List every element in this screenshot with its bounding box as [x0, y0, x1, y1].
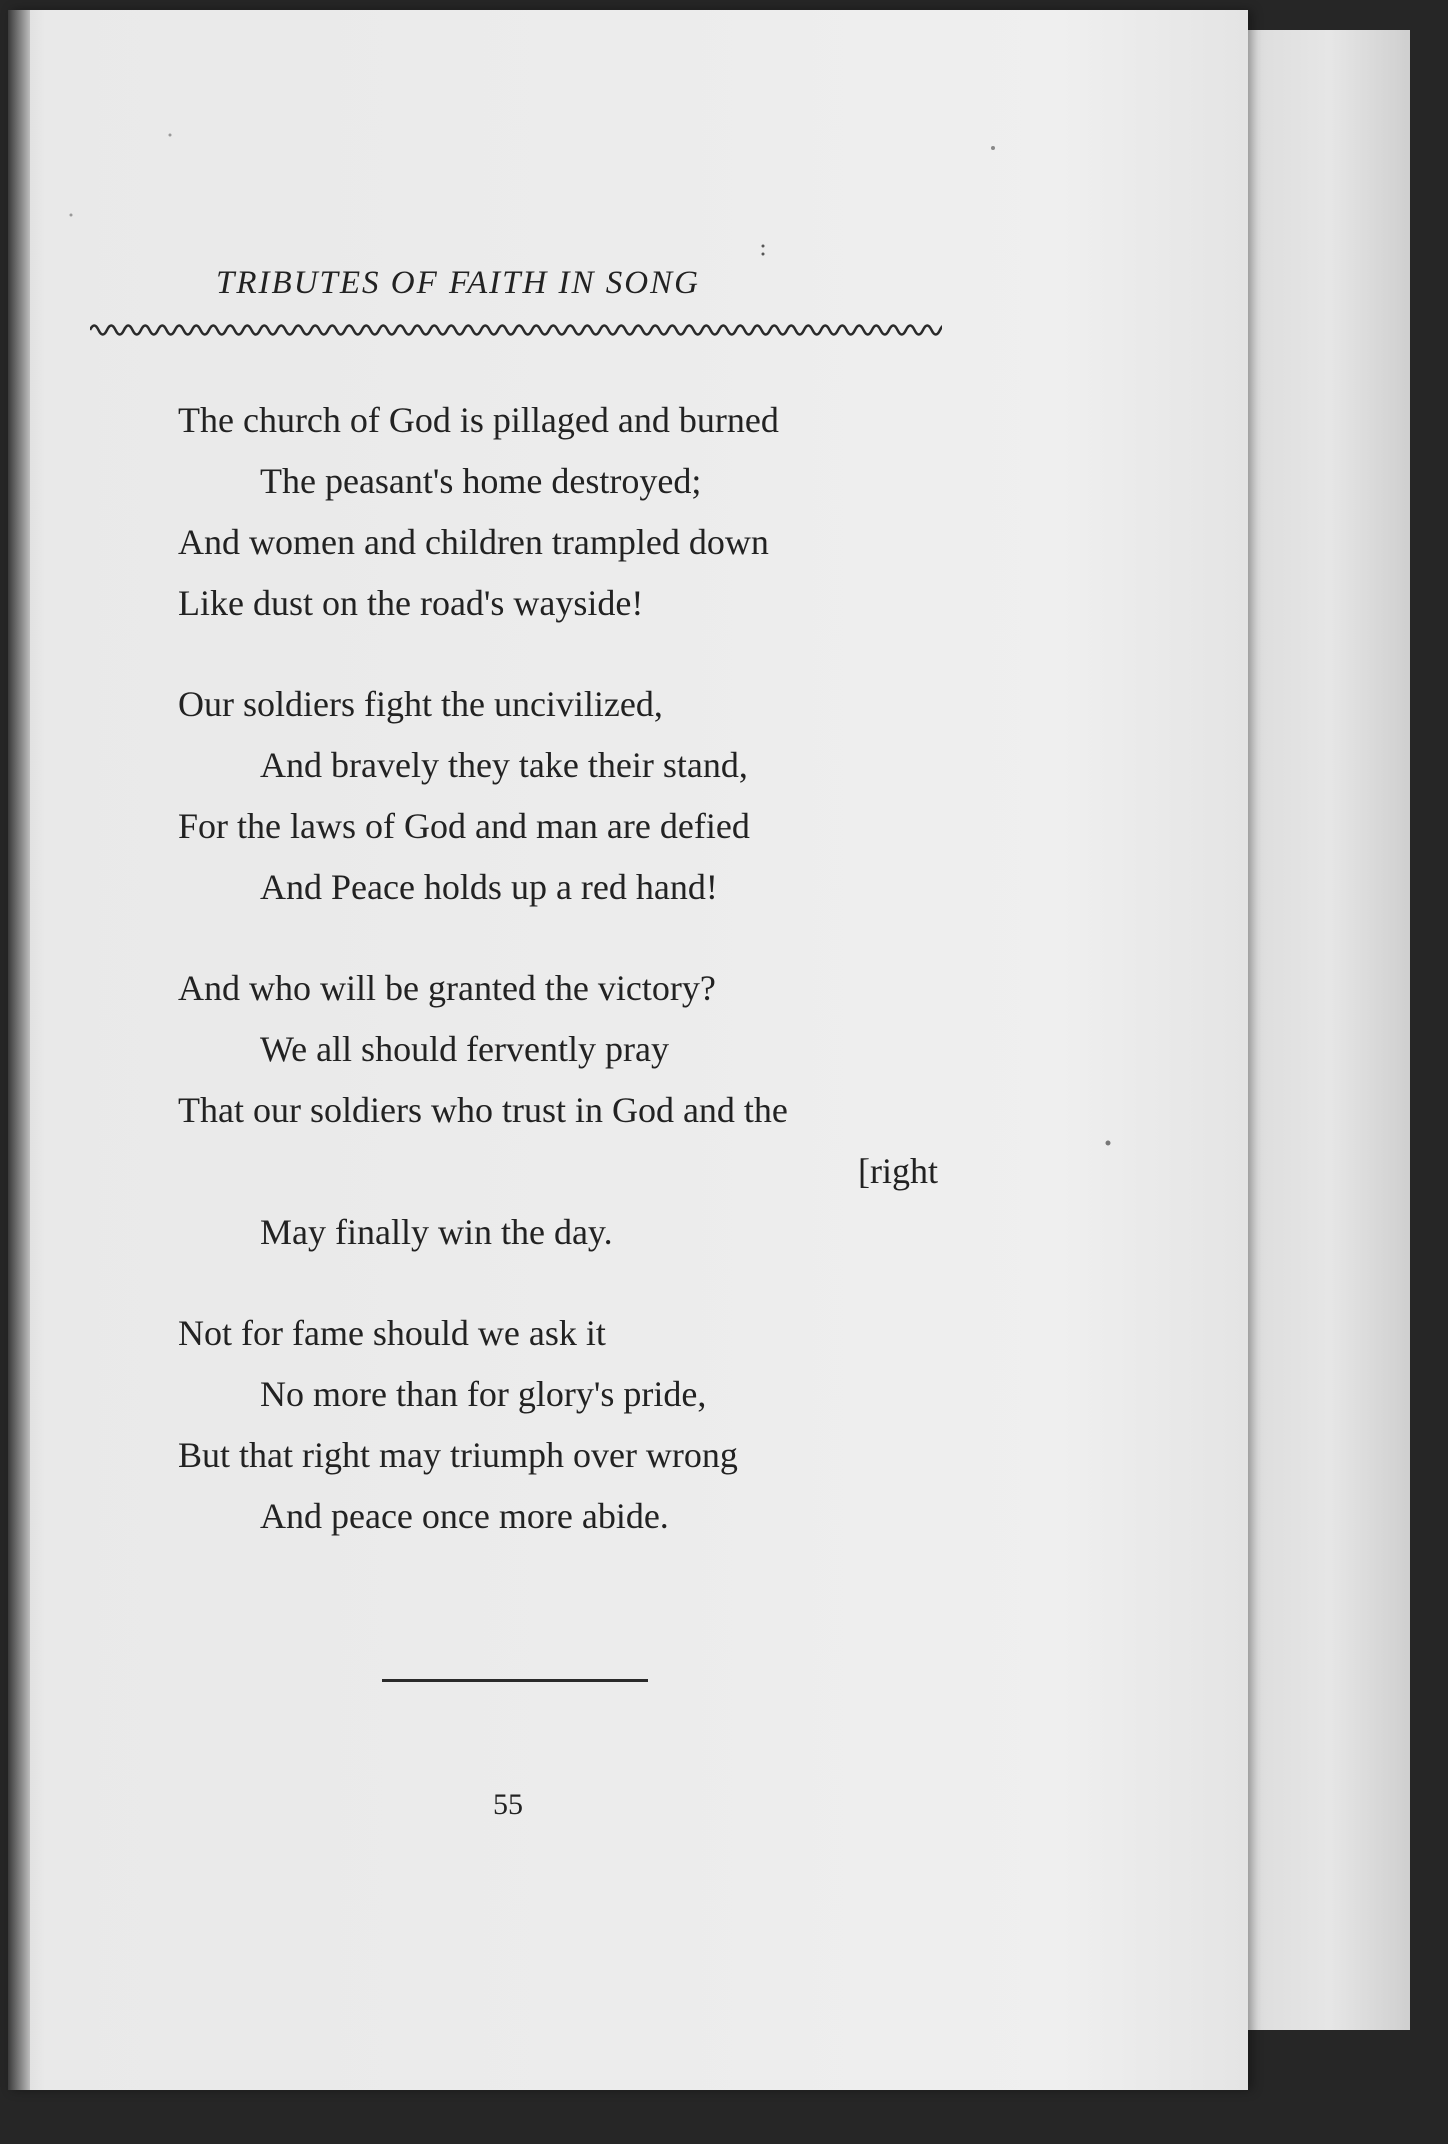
verse-line: The church of God is pillaged and burned: [178, 400, 779, 440]
verse-line: And peace once more abide.: [260, 1496, 669, 1536]
page-number: 55: [493, 1788, 523, 1821]
verse-line: Like dust on the road's wayside!: [178, 583, 644, 623]
verse-line: But that right may triumph over wrong: [178, 1435, 738, 1475]
verse-line: That our soldiers who trust in God and the: [178, 1090, 788, 1130]
running-head-text: TRIBUTES OF FAITH IN SONG: [216, 265, 700, 301]
verse-line: And bravely they take their stand,: [260, 745, 748, 785]
verse-line: The peasant's home destroyed;: [260, 461, 702, 501]
verse-line: Not for fame should we ask it: [178, 1313, 606, 1353]
verse-line: Our soldiers fight the uncivilized,: [178, 684, 663, 724]
stanza: [178, 674, 958, 918]
gutter-shadow: [8, 10, 30, 2090]
ornamental-wavy-rule: [90, 323, 942, 337]
verse-line: No more than for glory's pride,: [260, 1374, 707, 1414]
verse-line: May finally win the day.: [260, 1212, 613, 1252]
book-page: [8, 10, 1248, 2090]
verse-line: And Peace holds up a red hand!: [260, 867, 718, 907]
stanza: [178, 390, 958, 634]
stanza: [178, 1303, 958, 1547]
verse-line: And who will be granted the victory?: [178, 968, 716, 1008]
verse-line: For the laws of God and man are defied: [178, 806, 750, 846]
stanza: [178, 958, 958, 1263]
verse-line-runover: [right: [858, 1151, 938, 1191]
poem-body: [178, 390, 958, 1587]
end-rule: [382, 1679, 648, 1682]
verse-line: We all should fervently pray: [260, 1029, 669, 1069]
running-head: [8, 265, 908, 302]
verse-line: And women and children trampled down: [178, 522, 769, 562]
